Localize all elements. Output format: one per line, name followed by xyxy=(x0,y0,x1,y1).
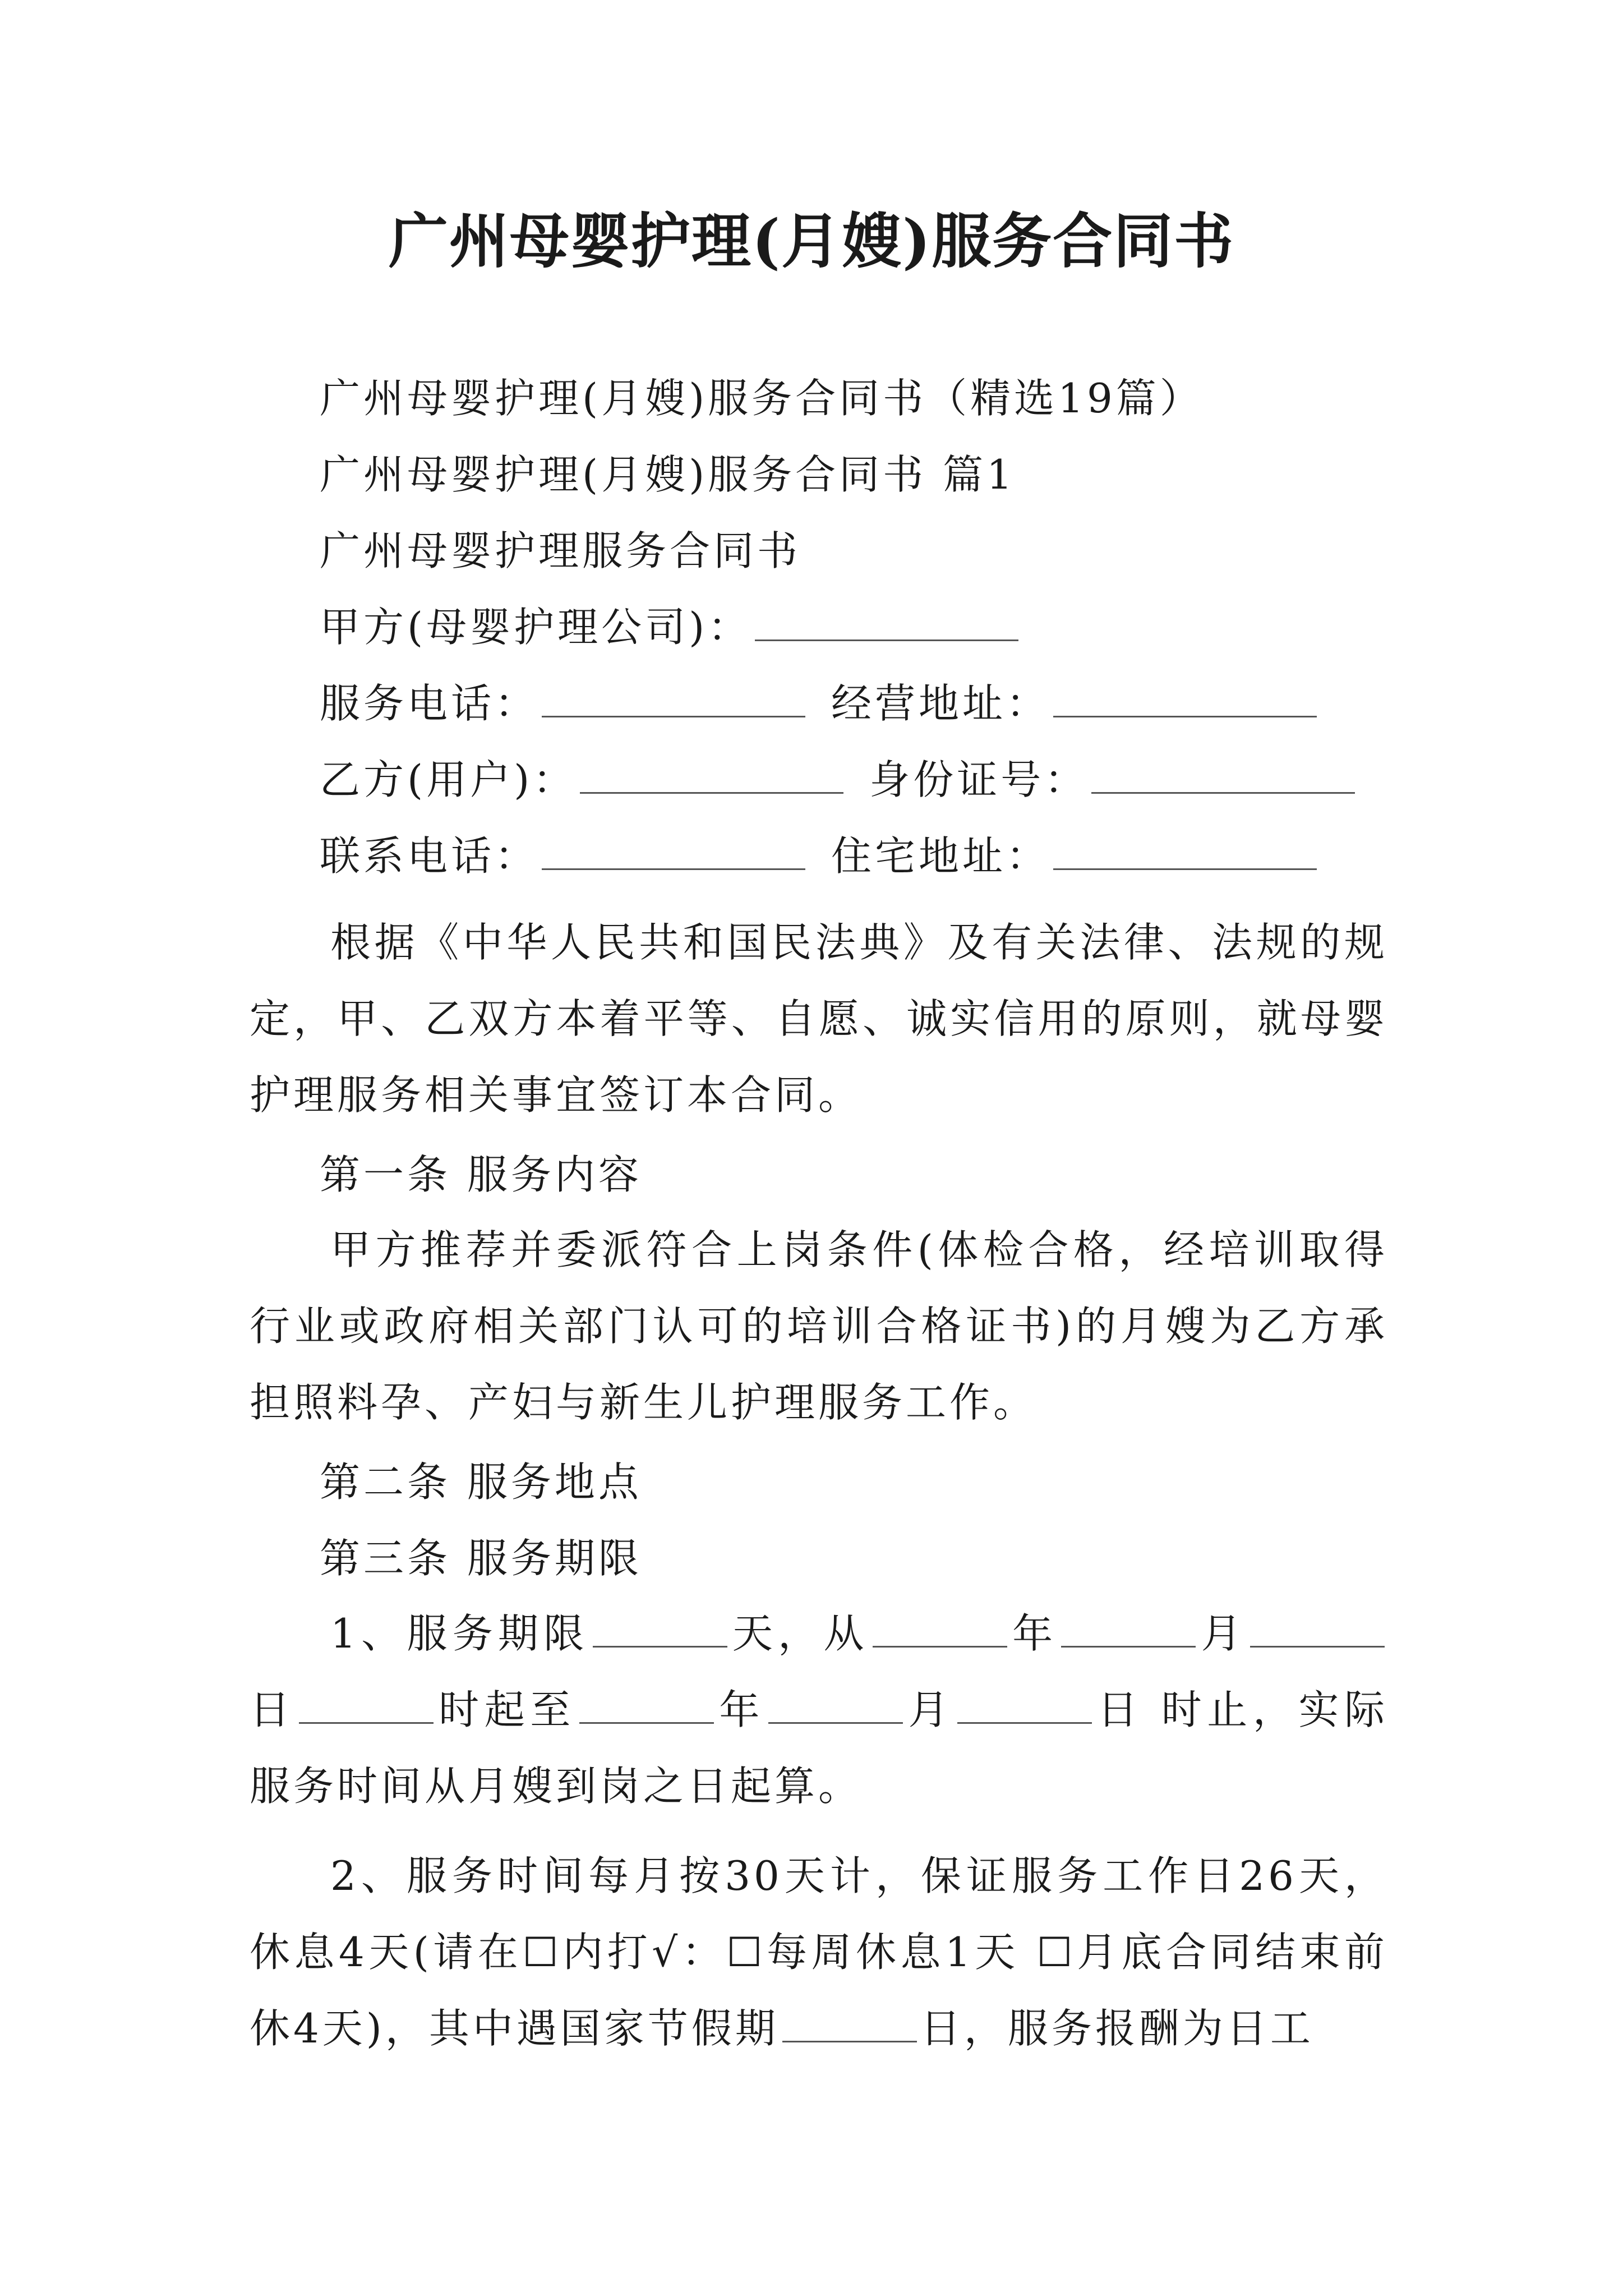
term-text: 年 xyxy=(717,1686,765,1733)
contact-phone-label: 联系电话： xyxy=(320,832,539,880)
holiday-days-blank[interactable] xyxy=(782,2001,917,2042)
service-phone-label: 服务电话： xyxy=(320,680,539,727)
term-text: 时起至 xyxy=(436,1686,576,1733)
party-b-row xyxy=(320,752,1358,808)
start-hour-blank[interactable] xyxy=(299,1683,434,1724)
term-text: 天，从 xyxy=(730,1610,869,1657)
term-text: 1、服务期限 xyxy=(330,1610,589,1657)
preamble-paragraph: 根据《中华人民共和国民法典》及有关法律、法规的规定，甲、乙双方本着平等、自愿、诚实信用的原则，就母婴护理服务相关事宜签订本合同。 xyxy=(250,919,1388,1119)
start-day-blank[interactable] xyxy=(1250,1607,1385,1648)
term-paragraph-1 xyxy=(250,1595,1388,1824)
start-year-blank[interactable] xyxy=(873,1607,1007,1648)
article3-title: 第三条 服务期限 xyxy=(320,1535,642,1582)
contact-phone-blank[interactable] xyxy=(542,829,805,870)
service-contact-row xyxy=(320,675,1320,731)
term-text: 年 xyxy=(1010,1610,1058,1657)
term-text: 月 xyxy=(906,1686,955,1733)
term-text: 日 xyxy=(250,1686,296,1733)
term-paragraph-2 xyxy=(250,1838,1388,2067)
id-number-blank[interactable] xyxy=(1091,753,1355,794)
service-phone-blank[interactable] xyxy=(542,677,805,717)
business-address-blank[interactable] xyxy=(1053,677,1317,717)
term-text: 日 时止，实际服务时间从月嫂到岗之日起算。 xyxy=(250,1686,1388,1810)
article2-title: 第二条 服务地点 xyxy=(320,1458,642,1506)
section-heading: 广州母婴护理(月嫂)服务合同书 篇1 xyxy=(320,451,1016,498)
business-address-label: 经营地址： xyxy=(831,680,1050,727)
contract-name: 广州母婴护理服务合同书 xyxy=(320,527,801,574)
end-year-blank[interactable] xyxy=(579,1683,714,1724)
term-days-blank[interactable] xyxy=(593,1607,727,1648)
party-b-label: 乙方(用户)： xyxy=(320,756,577,803)
party-b-blank[interactable] xyxy=(580,753,843,794)
end-day-blank[interactable] xyxy=(957,1683,1092,1724)
party-a-label: 甲方(母婴护理公司)： xyxy=(320,604,752,651)
party-a-row xyxy=(320,599,1022,655)
id-number-label: 身份证号： xyxy=(869,756,1089,803)
subtitle: 广州母婴护理(月嫂)服务合同书（精选19篇） xyxy=(320,375,1204,422)
user-contact-row xyxy=(320,828,1320,884)
article1-paragraph: 甲方推荐并委派符合上岗条件(体检合格，经培训取得行业或政府相关部门认可的培训合格证书)的月嫂为乙方承担照料孕、产妇与新生儿护理服务工作。 xyxy=(250,1226,1388,1426)
document-title: 广州母婴护理(月嫂)服务合同书 xyxy=(388,206,1235,276)
term-text: 日，服务报酬为日工 xyxy=(920,2005,1314,2052)
party-a-blank[interactable] xyxy=(755,600,1018,641)
article1-title: 第一条 服务内容 xyxy=(320,1151,642,1198)
home-address-blank[interactable] xyxy=(1053,829,1317,870)
term-text: 月 xyxy=(1199,1610,1247,1657)
home-address-label: 住宅地址： xyxy=(831,832,1050,880)
end-month-blank[interactable] xyxy=(768,1683,903,1724)
start-month-blank[interactable] xyxy=(1061,1607,1196,1648)
term-text: 2、服务时间每月按30天计，保证服务工作日26天，休息4天(请在☐内打√：☐每周休息1天 ☐月底合同结束前休4天)，其中遇国家节假期 xyxy=(250,1852,1388,2052)
